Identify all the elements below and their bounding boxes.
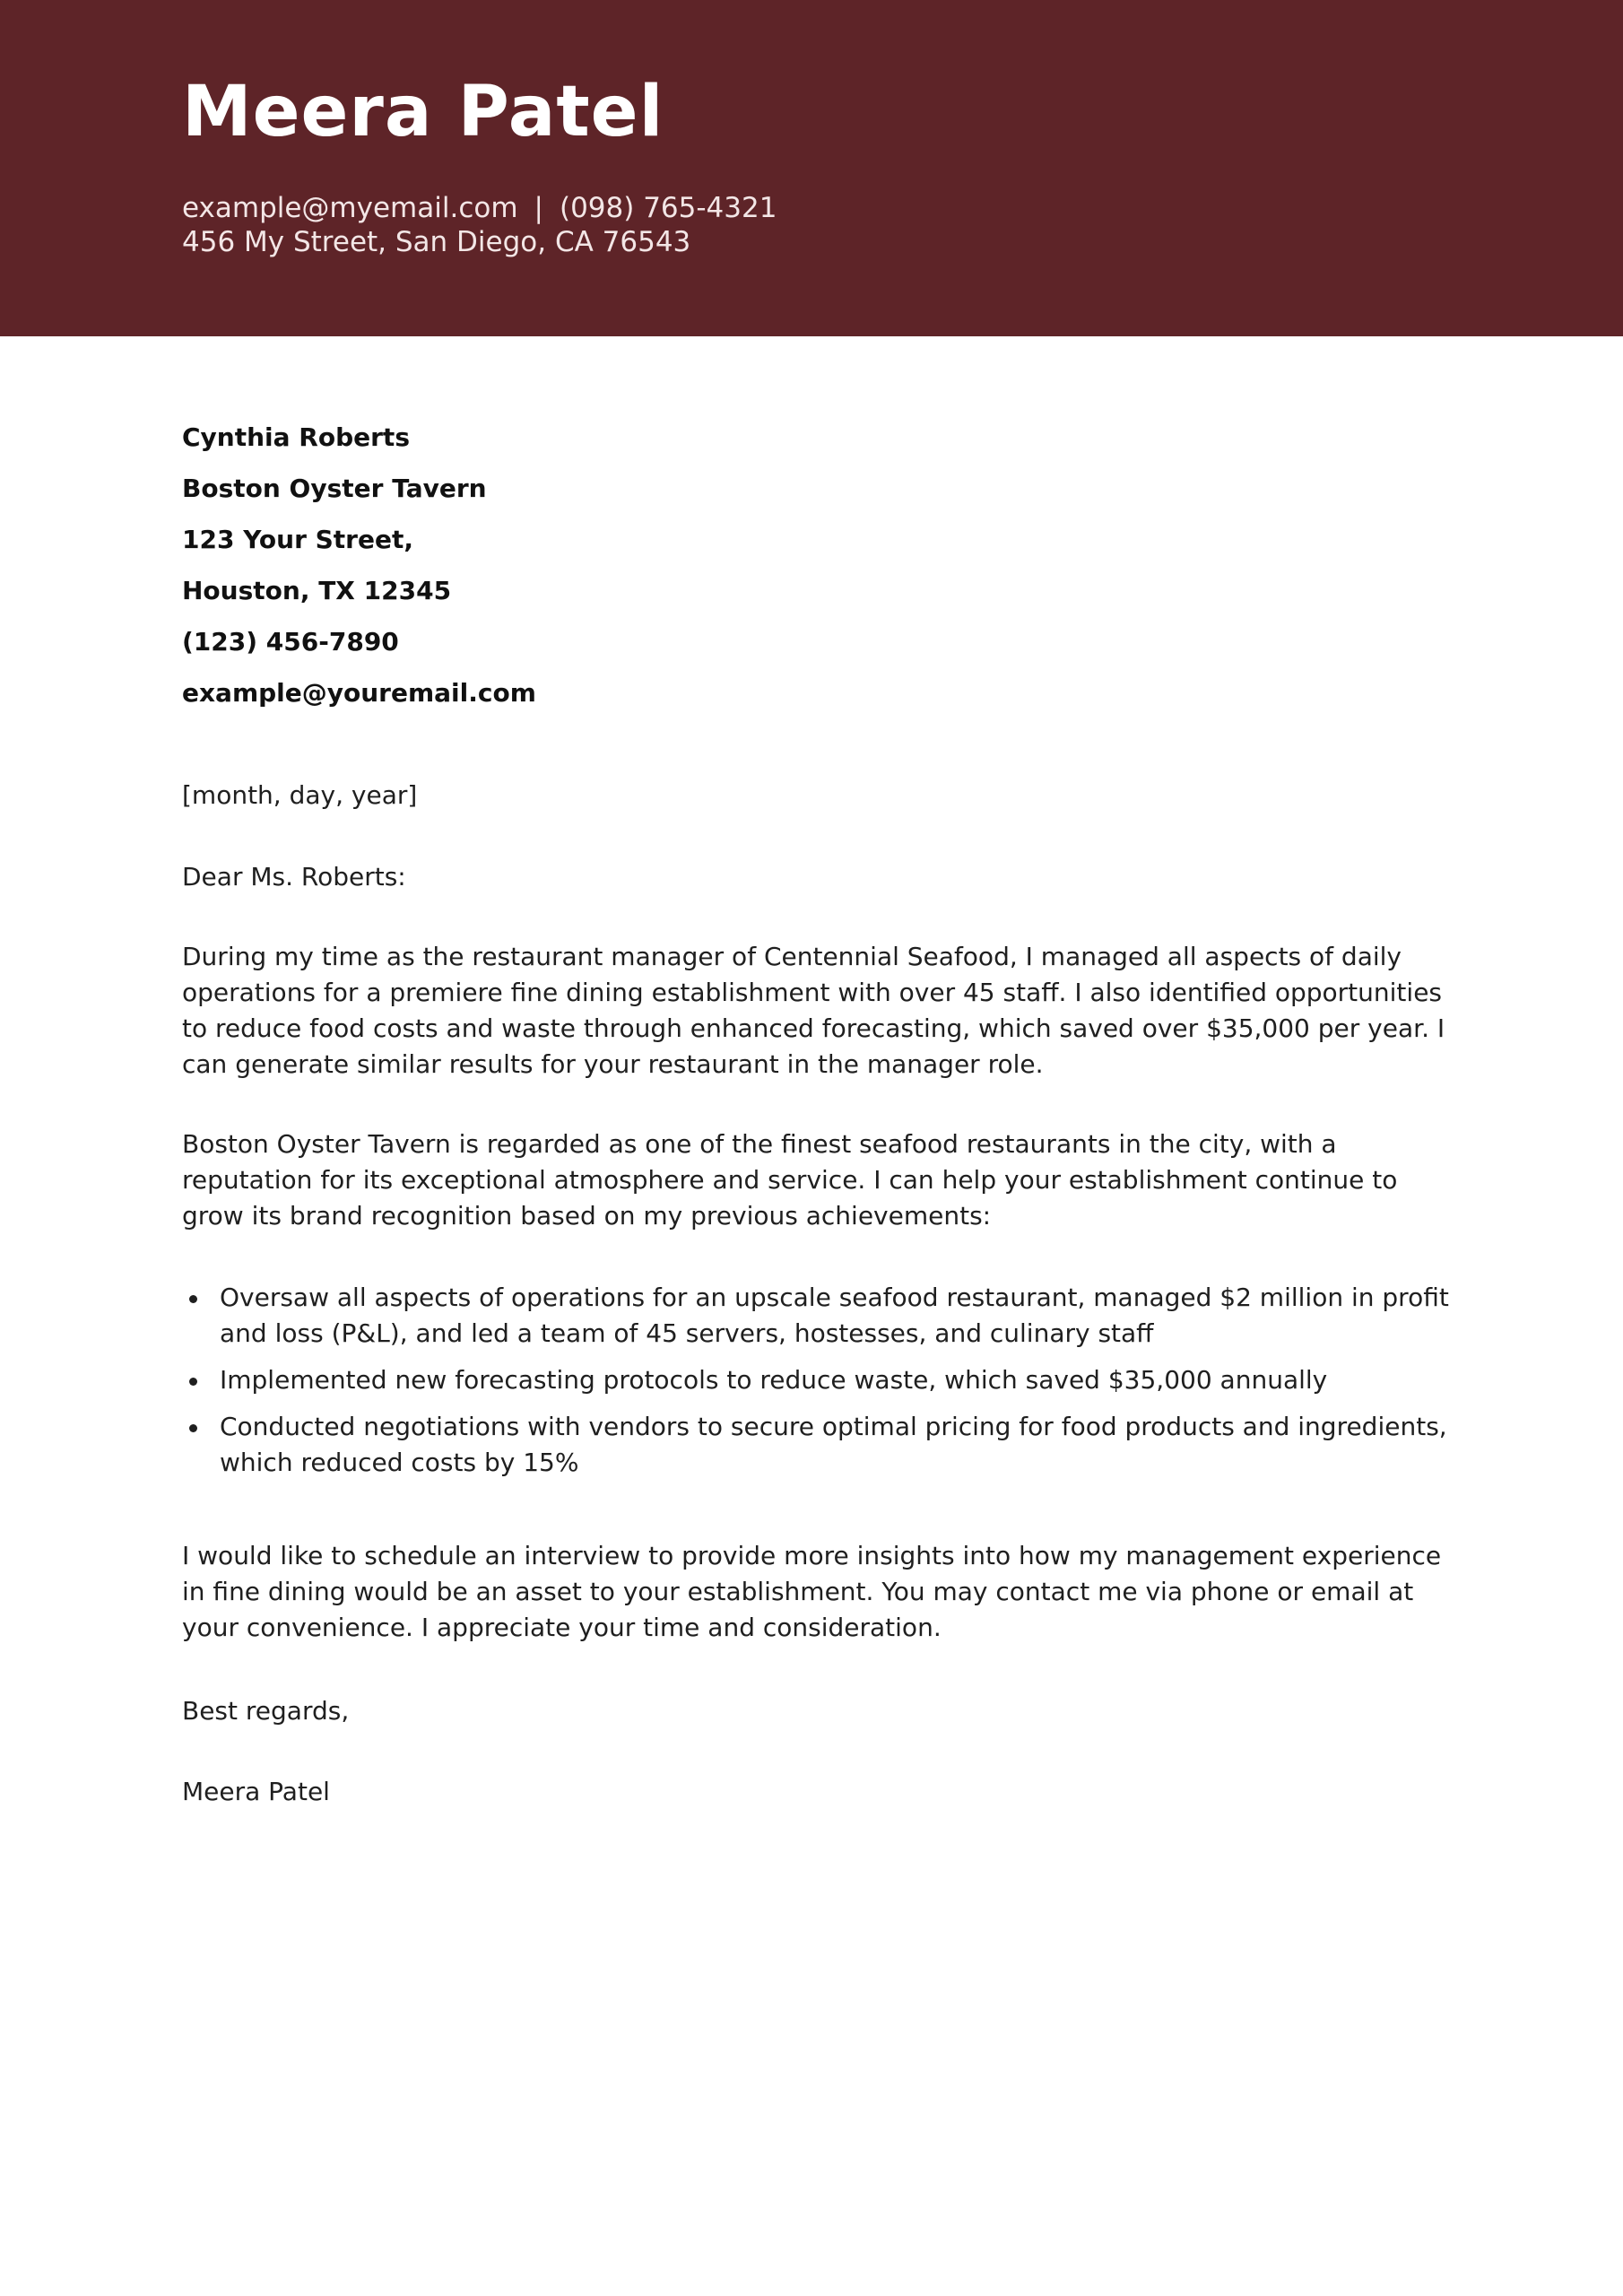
sender-name: Meera Patel — [182, 72, 664, 152]
sender-phone: (098) 765-4321 — [559, 192, 777, 224]
achievement-item — [182, 1280, 1455, 1352]
bullet-icon — [189, 1295, 197, 1303]
letter-date: [month, day, year] — [182, 780, 418, 810]
achievement-item — [182, 1362, 1455, 1398]
achievement-text: Implemented new forecasting protocols to reduce waste, which saved $35,000 annually — [220, 1365, 1328, 1395]
sender-address: 456 My Street, San Diego, CA 76543 — [182, 226, 691, 258]
recipient-street: 123 Your Street, — [182, 525, 413, 554]
sender-email: example@myemail.com — [182, 192, 518, 224]
recipient-block — [182, 412, 536, 718]
bullet-icon — [189, 1378, 197, 1386]
letter-paragraph-1: During my time as the restaurant manager of Centennial Seafood, I managed all aspects of daily operations for a premiere fine dining establishment with over 45 staff. I also identified opportunities to reduce food costs and waste through enhanced forecasting, which saved over $35,000 per year. I can generate similar results for your restaurant in the manager role. — [182, 942, 1445, 1079]
letter-paragraph-2: Boston Oyster Tavern is regarded as one of the finest seafood restaurants in the city, with a reputation for its exceptional atmosphere and service. I can help your establishment continue to grow its brand recognition based on my previous achievements: — [182, 1129, 1398, 1231]
achievements-list — [182, 1280, 1455, 1492]
recipient-company: Boston Oyster Tavern — [182, 474, 487, 503]
achievement-text: Conducted negotiations with vendors to secure optimal pricing for food products and ingredients, which reduced costs by 15% — [220, 1412, 1447, 1477]
recipient-phone: (123) 456-7890 — [182, 627, 399, 657]
bullet-icon — [189, 1424, 197, 1432]
achievement-item — [182, 1409, 1455, 1481]
sender-contact-line — [182, 190, 777, 226]
recipient-email: example@youremail.com — [182, 678, 536, 708]
letterhead-banner — [0, 0, 1623, 336]
letter-salutation: Dear Ms. Roberts: — [182, 862, 406, 891]
contact-separator: | — [534, 192, 543, 224]
recipient-name: Cynthia Roberts — [182, 422, 410, 452]
recipient-city: Houston, TX 12345 — [182, 576, 452, 605]
letter-paragraph-3: I would like to schedule an interview to provide more insights into how my management experience in fine dining would be an asset to your establishment. You may contact me via phone or email at your convenience. I appreciate your time and consideration. — [182, 1541, 1442, 1642]
achievement-text: Oversaw all aspects of operations for an upscale seafood restaurant, managed $2 million in profit and loss (P&L), and led a team of 45 servers, hostesses, and culinary staff — [220, 1283, 1449, 1348]
letter-signature: Meera Patel — [182, 1777, 330, 1806]
letter-closing: Best regards, — [182, 1696, 350, 1726]
